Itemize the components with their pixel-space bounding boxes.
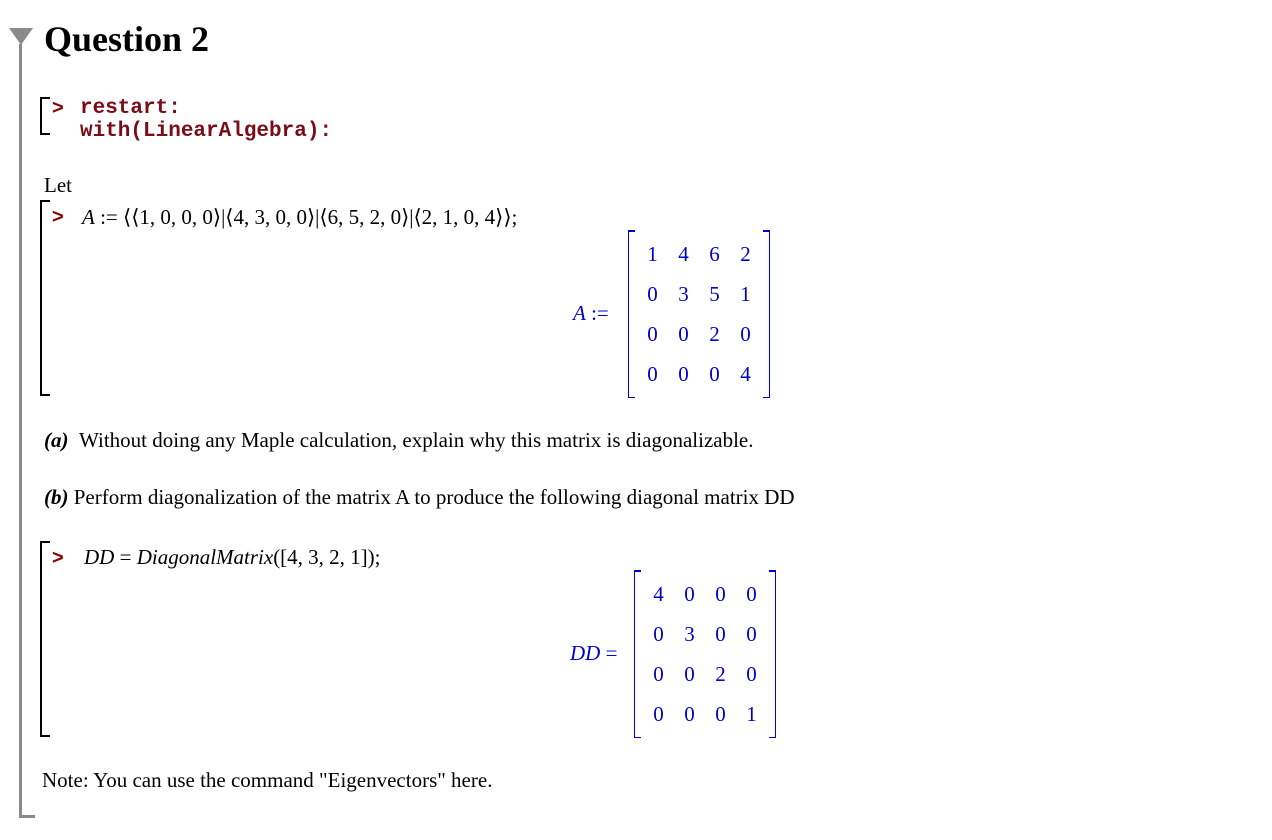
- matrix-a-cell: 2: [709, 321, 720, 346]
- dd-matrix-cell: 0: [715, 621, 726, 646]
- dd-input-func: DiagonalMatrix: [136, 545, 274, 569]
- prompt-marker-1: >: [52, 97, 64, 119]
- matrix-a-cell: 0: [647, 321, 658, 346]
- dd-output-op: =: [600, 641, 618, 665]
- execution-group-1-bracket[interactable]: [40, 97, 42, 135]
- prompt-marker-3: >: [52, 547, 64, 569]
- dd-matrix-cell: 0: [653, 661, 664, 686]
- dd-matrix-cell: 0: [715, 581, 726, 606]
- part-b-text: [44, 485, 795, 510]
- dd-matrix-cell: 0: [746, 581, 757, 606]
- matrix-a-cell: 0: [740, 321, 751, 346]
- execution-group-2-bracket[interactable]: [40, 200, 42, 396]
- matrix-a-cell: 0: [647, 281, 658, 306]
- dd-matrix-row: [643, 654, 767, 694]
- part-a-label: (a): [44, 428, 69, 452]
- execution-group-3-bracket[interactable]: [40, 541, 42, 737]
- matrix-a-cell: 1: [647, 241, 658, 266]
- matrix-a-cell: 5: [709, 281, 720, 306]
- code-line-with[interactable]: with(LinearAlgebra):: [80, 120, 333, 143]
- dd-matrix-cell: 0: [746, 661, 757, 686]
- matrix-a-output-op: :=: [585, 301, 609, 325]
- matrix-a-cell: 6: [709, 241, 720, 266]
- dd-matrix-row: [643, 574, 767, 614]
- let-text: Let: [44, 173, 72, 197]
- dd-matrix-output: [634, 570, 776, 738]
- matrix-a-row: [637, 354, 761, 394]
- part-a-text: [44, 428, 754, 453]
- section-range-rule: [19, 44, 22, 818]
- section-title: Question 2: [44, 19, 210, 59]
- dd-matrix-cell: 0: [684, 701, 695, 726]
- dd-matrix-cell: 2: [715, 661, 726, 686]
- code-line-restart[interactable]: restart:: [80, 97, 181, 120]
- dd-input-args: ([4, 3, 2, 1]);: [273, 545, 381, 569]
- matrix-a-cell: 4: [740, 361, 751, 386]
- matrix-a-cell: 0: [678, 361, 689, 386]
- matrix-a-output: [628, 230, 770, 398]
- matrix-a-input-op: :=: [94, 205, 124, 229]
- dd-matrix-cell: 0: [715, 701, 726, 726]
- dd-matrix-cell: 0: [746, 621, 757, 646]
- part-b-label: (b): [44, 485, 69, 509]
- dd-output-label: [570, 641, 617, 666]
- matrix-a-input-var: A: [82, 205, 95, 229]
- dd-output-var: DD: [570, 641, 601, 665]
- dd-matrix-cell: 0: [653, 621, 664, 646]
- dd-matrix-cell: 0: [684, 661, 695, 686]
- dd-input[interactable]: [84, 545, 381, 570]
- dd-matrix-cell: 3: [684, 621, 695, 646]
- dd-matrix-cell: 0: [653, 701, 664, 726]
- section-collapse-icon[interactable]: [9, 28, 33, 45]
- note-text: Note: You can use the command "Eigenvectors" here.: [42, 768, 493, 792]
- matrix-a-cell: 0: [709, 361, 720, 386]
- dd-matrix-cell: 0: [684, 581, 695, 606]
- part-b-body: Perform diagonalization of the matrix A to produce the following diagonal matrix DD: [73, 485, 795, 509]
- section-range-rule-foot: [19, 815, 35, 818]
- dd-matrix-row: [643, 614, 767, 654]
- matrix-a-cell: 0: [678, 321, 689, 346]
- prompt-marker-2: >: [52, 206, 64, 228]
- matrix-a-cell: 2: [740, 241, 751, 266]
- dd-matrix-row: [643, 694, 767, 734]
- matrix-a-cell: 1: [740, 281, 751, 306]
- dd-input-var: DD: [84, 545, 115, 569]
- matrix-a-row: [637, 234, 761, 274]
- dd-input-op: =: [114, 545, 137, 569]
- matrix-a-cell: 0: [647, 361, 658, 386]
- matrix-a-cell: 3: [678, 281, 689, 306]
- matrix-a-output-label: [573, 301, 609, 326]
- matrix-a-row: [637, 274, 761, 314]
- matrix-a-input-expression: ⟨⟨1, 0, 0, 0⟩|⟨4, 3, 0, 0⟩|⟨6, 5, 2, 0⟩|⟨2, 1, 0, 4⟩⟩;: [123, 205, 518, 229]
- matrix-a-row: [637, 314, 761, 354]
- matrix-a-cell: 4: [678, 241, 689, 266]
- matrix-a-input[interactable]: [82, 205, 517, 230]
- matrix-a-output-var: A: [573, 301, 586, 325]
- dd-matrix-cell: 1: [746, 701, 757, 726]
- dd-matrix-cell: 4: [653, 581, 664, 606]
- part-a-body: Without doing any Maple calculation, explain why this matrix is diagonalizable.: [79, 428, 754, 452]
